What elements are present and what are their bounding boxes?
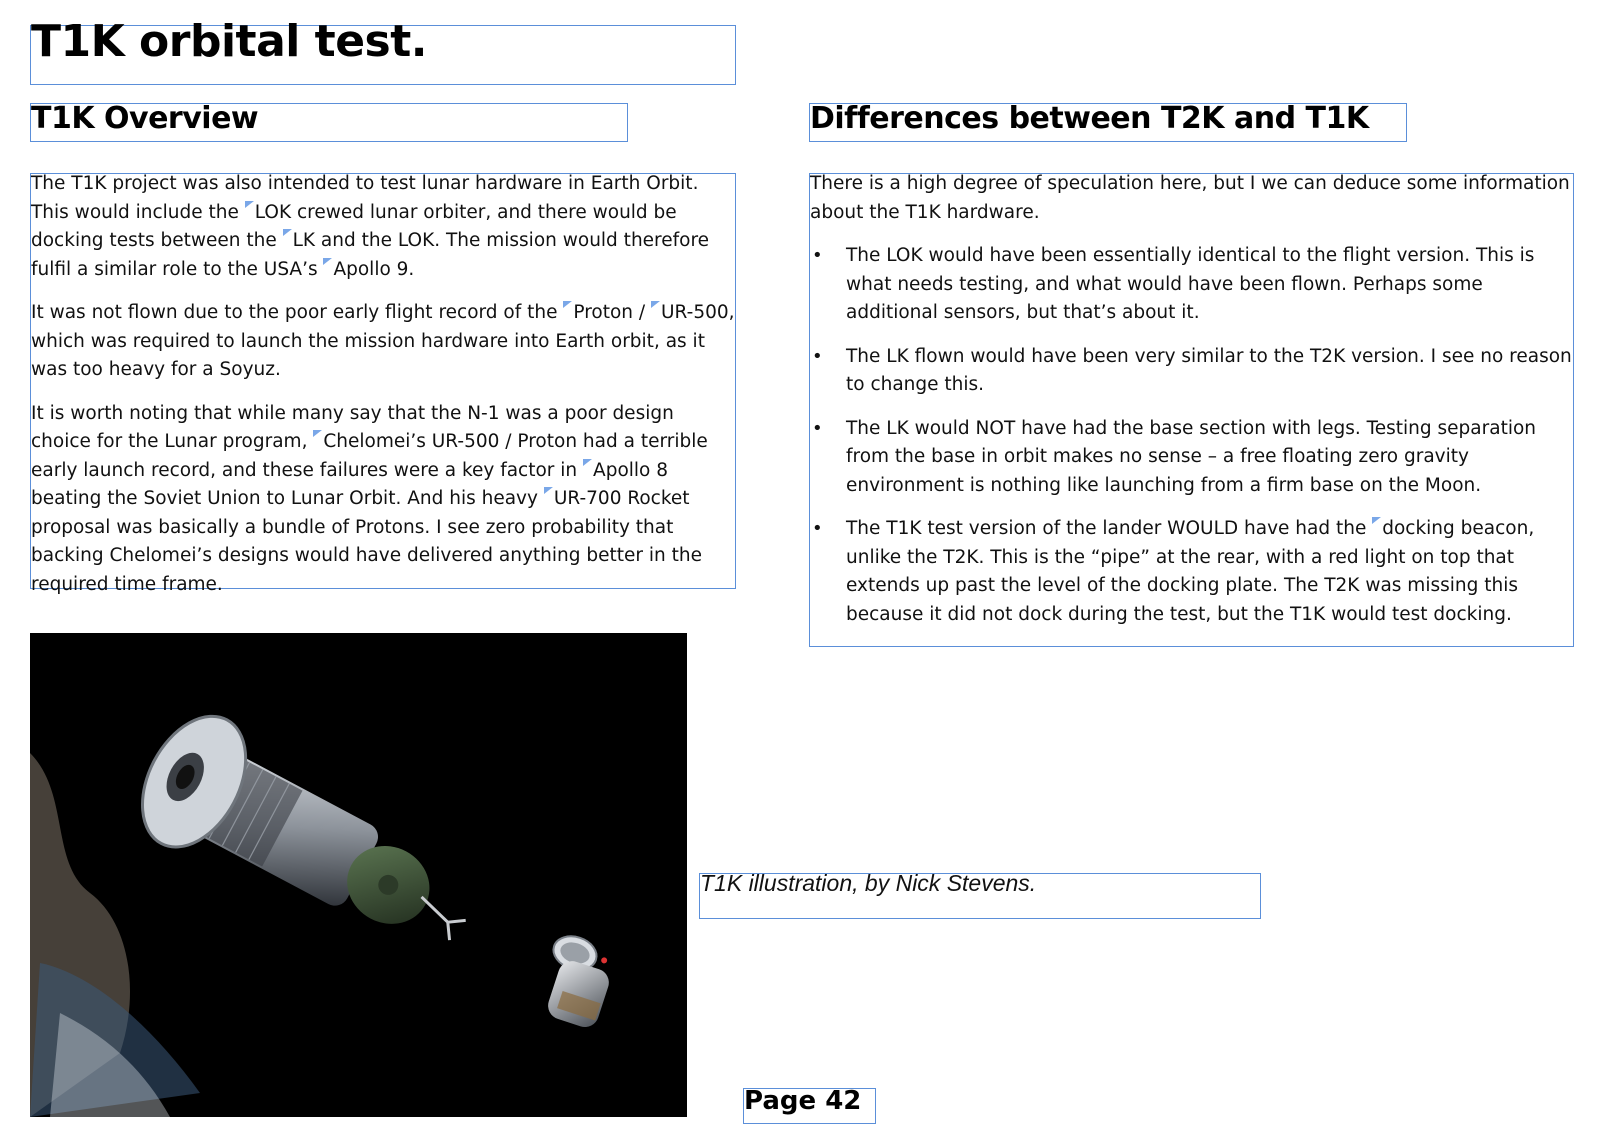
overview-paragraph-3: It is worth noting that while many say that the N-1 was a poor design choice for the Lunar program, Chelomei’s UR-500 / Proton had a terrible early launch record, and these failures were a key factor in Apollo 8 beating the Soviet Union to Lunar Orbit. And his heavy UR-700 Rocket proposal was basically a bundle of Protons. I see zero probability that backing Chelomei’s designs would have delivered anything better in the required time frame. (31, 402, 708, 595)
overview-text (31, 170, 737, 614)
differences-intro: There is a high degree of speculation here, but I we can deduce some information about the T1K hardware. (810, 173, 1570, 223)
overview-paragraph-2: It was not flown due to the poor early flight record of the Proton / UR-500, which was required to launch the mission hardware into Earth orbit, as it was too heavy for a Soyuz. (31, 302, 735, 380)
differences-body-frame (809, 173, 1574, 647)
differences-text (810, 170, 1575, 644)
link-flag-icon (1372, 517, 1381, 524)
caption-frame (699, 870, 1261, 919)
spacecraft-illustration-image (30, 633, 687, 1117)
list-item: • The LK flown would have been very similar to the T2K version. I see no reason to change this. (810, 343, 1575, 400)
overview-heading: T1K Overview (31, 101, 259, 136)
link-flag-icon (245, 201, 254, 208)
title-frame (30, 16, 736, 85)
bullet-icon: • (812, 518, 823, 539)
link-flag-icon (651, 301, 660, 308)
bullet-icon: • (812, 245, 823, 266)
list-item: • The LK would NOT have had the base section with legs. Testing separation from the base in orbit makes no sense – a free floating zero gravity environment is nothing like launching from a firm base on the Moon. (810, 415, 1575, 501)
illustration-caption: T1K illustration, by Nick Stevens. (700, 870, 1037, 896)
list-item: • The T1K test version of the lander WOULD have had the docking beacon, unlike the T2K. This is the “pipe” at the rear, with a red light on top that extends up past the level of the docking plate. The T2K was missing this because it did not dock during the test, but the T1K would test docking. (810, 515, 1575, 629)
overview-heading-frame (30, 103, 628, 142)
overview-paragraph-1: The T1K project was also intended to test lunar hardware in Earth Orbit. This would include the LOK crewed lunar orbiter, and there would be docking tests between the LK and the LOK. The mission would therefore fulfil a similar role to the USA’s Apollo 9. (31, 173, 710, 280)
bullet-icon: • (812, 345, 823, 367)
differences-list (810, 242, 1575, 629)
page-number: Page 42 (744, 1086, 862, 1116)
page-title: T1K orbital test. (31, 16, 427, 67)
t1k-illustration (30, 633, 687, 1117)
link-flag-icon (323, 258, 332, 265)
link-flag-icon (313, 430, 322, 437)
differences-heading: Differences between T2K and T1K (810, 101, 1369, 136)
overview-body-frame (30, 173, 736, 595)
list-item: • The LOK would have been essentially identical to the flight version. This is what needs testing, and what would have been flown. Perhaps some additional sensors, but that’s about it. (810, 242, 1575, 328)
link-flag-icon (283, 229, 292, 236)
link-flag-icon (583, 459, 592, 466)
link-flag-icon (544, 487, 553, 494)
link-flag-icon (563, 301, 572, 308)
differences-heading-frame (809, 103, 1407, 142)
page-number-frame (743, 1088, 876, 1124)
bullet-icon: • (812, 417, 823, 439)
